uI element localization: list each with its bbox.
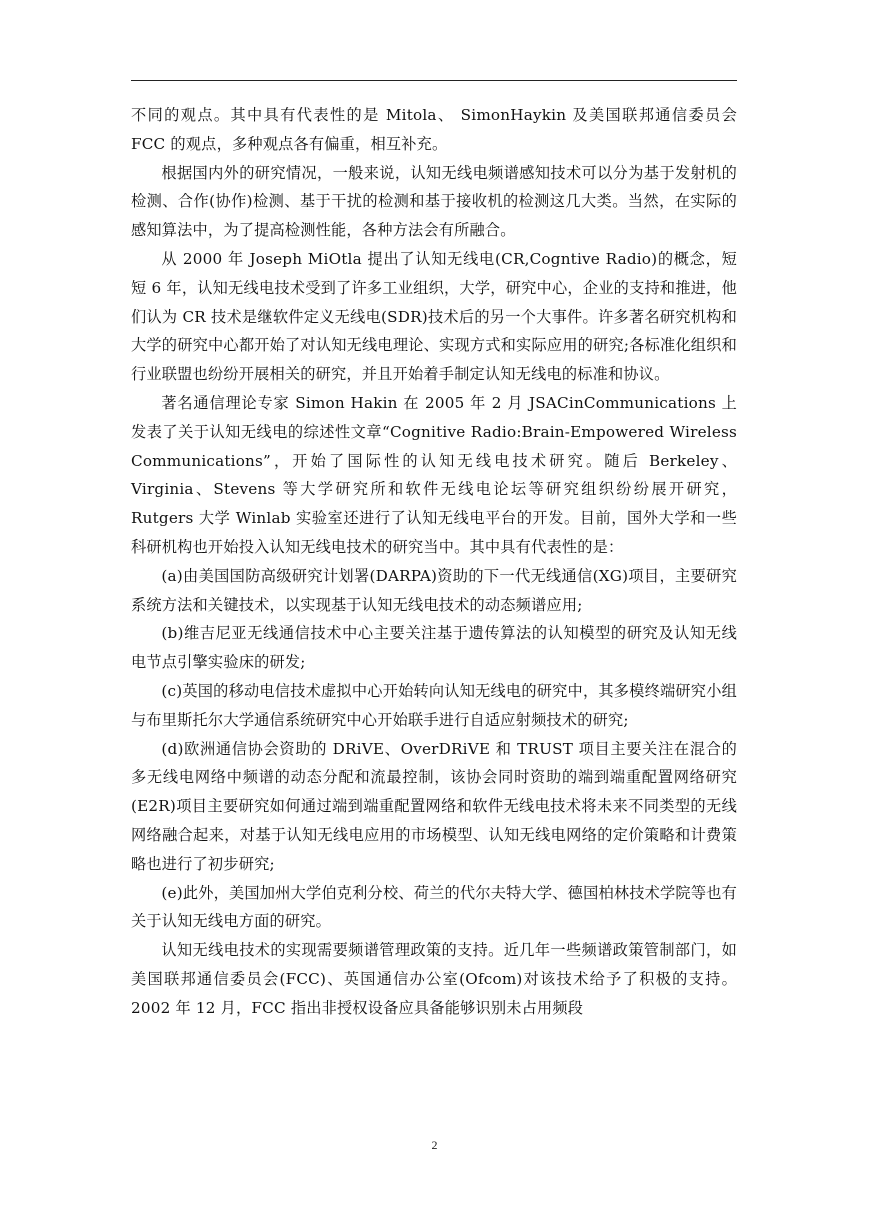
page-number: 2 (431, 1138, 438, 1152)
paragraph-3: 从 2000 年 Joseph MiOtla 提出了认知无线电(CR,Cogntive Radio)的概念，短短 6 年，认知无线电技术受到了许多工业组织，大学，研究中心，企业的支持和推进，他们认为 CR 技术是继软件定义无线电(SDR)技术后的另一个大事件。许多著名研究机构和大学的研究中心都开始了对认知无线电理论、实现方式和实际应用的研究;各标准化组织和行业联盟也纷纷开展相关的研究，并且开始着手制定认知无线电的标准和协议。 (131, 249, 737, 384)
paragraph-final: 认知无线电技术的实现需要频谱管理政策的支持。近几年一些频谱政策管制部门，如美国联邦通信委员会(FCC)、英国通信办公室(Ofcom)对该技术给予了积极的支持。2002 年 12 月，FCC 指出非授权设备应具备能够识别未占用频段 (131, 941, 737, 1017)
list-item-c: (c)英国的移动电信技术虚拟中心开始转向认知无线电的研究中，其多模终端研究小组与布里斯托尔大学通信系统研究中心开始联手进行自适应射频技术的研究; (131, 681, 737, 729)
document-body (131, 101, 737, 1023)
list-item-d: (d)欧洲通信协会资助的 DRiVE、OverDRiVE 和 TRUST 项目主要关注在混合的多无线电网络中频谱的动态分配和流最控制，该协会同时资助的端到端重配置网络研究(E2R)项目主要研究如何通过端到端重配置网络和软件无线电技术将未来不同类型的无线网络融合起来，对基于认知无线电应用的市场模型、认知无线电网络的定价策略和计费策略也进行了初步研究; (131, 739, 737, 873)
list-item-e: (e)此外，美国加州大学伯克利分校、荷兰的代尔夫特大学、德国柏林技术学院等也有关于认知无线电方面的研究。 (131, 883, 737, 931)
list-item-b: (b)维吉尼亚无线通信技术中心主要关注基于遗传算法的认知模型的研究及认知无线电节点引擎实验床的研发; (131, 624, 737, 672)
paragraph-4: 著名通信理论专家 Simon Hakin 在 2005 年 2 月 JSACinCommunications 上发表了关于认知无线电的综述性文章“Cognitive Radio:Brain-Empowered Wireless Communications”，开始了国际性的认知无线电技术研究。随后 Berkeley、Virginia、Stevens 等大学研究所和软件无线电论坛等研究组织纷纷展开研究，Rutgers 大学 Winlab 实验室还进行了认知无线电平台的开发。目前，国外大学和一些科研机构也开始投入认知无线电技术的研究当中。其中具有代表性的是： (131, 393, 737, 556)
header-rule (131, 80, 737, 81)
list-item-a: (a)由美国国防高级研究计划署(DARPA)资助的下一代无线通信(XG)项目，主要研究系统方法和关键技术，以实现基于认知无线电技术的动态频谱应用; (131, 566, 737, 614)
paragraph-2: 根据国内外的研究情况，一般来说，认知无线电频谱感知技术可以分为基于发射机的检测、合作(协作)检测、基于干扰的检测和基于接收机的检测这几大类。当然，在实际的感知算法中，为了提高检测性能，各种方法会有所融合。 (131, 163, 737, 240)
paragraph-1: 不同的观点。其中具有代表性的是 Mitola、 SimonHaykin 及美国联邦通信委员会 FCC 的观点，多种观点各有偏重，相互补充。 (131, 106, 737, 153)
